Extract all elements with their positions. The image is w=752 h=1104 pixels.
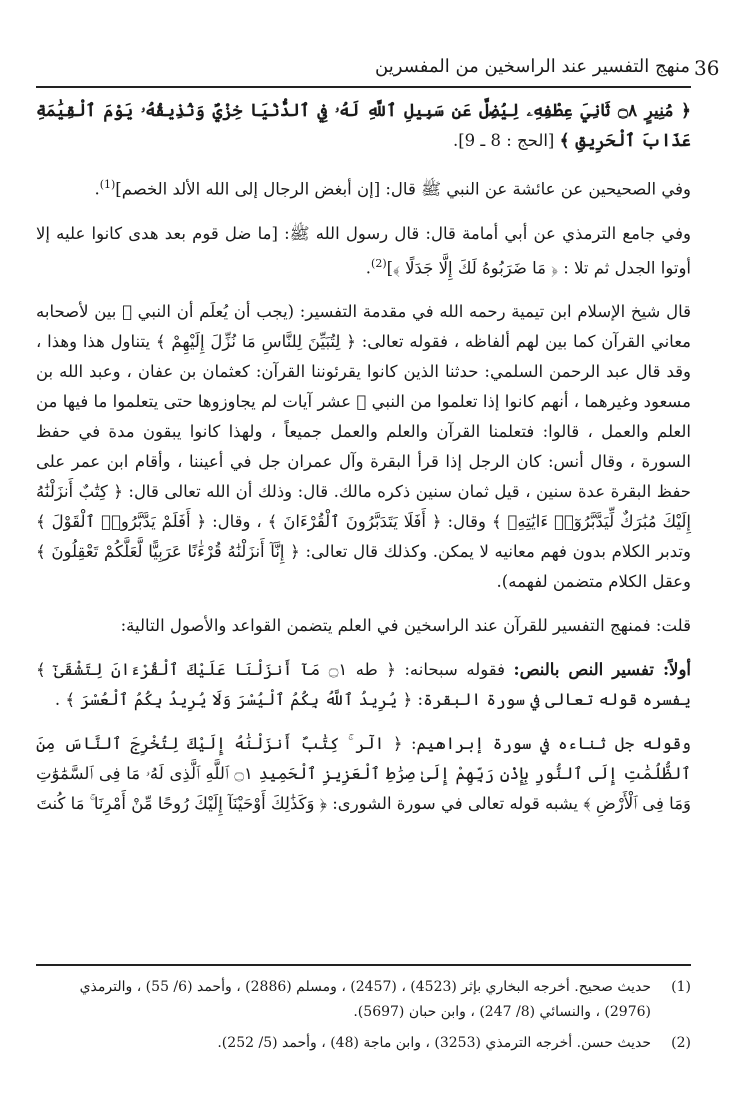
period: .: [94, 179, 100, 199]
footnote-number: (2): [671, 1035, 691, 1051]
paragraph-5: [36, 611, 691, 641]
page-number: 36: [694, 56, 720, 80]
header-rule: [36, 86, 691, 88]
paragraph-4: [36, 297, 691, 597]
section-lead: أولاً: تفسير النص بالنص:: [513, 660, 692, 679]
page-header: [36, 56, 720, 86]
footnote-rule: [36, 964, 691, 966]
paragraph-7: [36, 729, 691, 819]
paragraph-3: [36, 219, 691, 284]
footnote-1: [36, 975, 691, 1025]
statement-text: قلت: فمنهج التفسير للقرآن عند الراسخين في العلم يتضمن القواعد والأصول التالية:: [120, 616, 691, 635]
footnote-2: [36, 1031, 691, 1056]
verse-reference: [الحج : 8 ـ 9].: [452, 131, 555, 150]
footnote-ref-2: (2): [371, 256, 387, 270]
period: .: [365, 258, 372, 277]
footnote-number: (1): [671, 979, 691, 995]
quran-verse: ﴿ مُنِيرٍ ۝٨ ثَانِيَ عِطْفِهِۦ لِيُضِلَّ عَن سَبِيلِ ٱللَّهِ لَهُۥ فِي ٱلدُّنْيَا خِزْيٌ وَنُذِيقُهُۥ يَوْمَ ٱلْقِيَٰمَةِ عَذَابَ ٱلْحَرِيقِ ﴾: [36, 101, 691, 151]
footnotes: [36, 975, 691, 1062]
running-title: منهج التفسير عند الراسخين من المفسرين: [375, 56, 690, 77]
section-text: وقوله جل ثناءه في سورة إبراهيم: ﴿ الٓر ۚ كِتَٰبٌ أَنزَلْنَٰهُ إِلَيْكَ لِتُخْرِجَ ٱلنَّاسَ مِنَ ٱلظُّلُمَٰتِ إِلَى ٱلنُّورِ بِإِذْنِ رَبِّهِمْ إِلَىٰ صِرَٰطِ ٱلْعَزِيزِ ٱلْحَمِيدِ ۝١ ٱللَّهِ ٱلَّذِى لَهُۥ مَا فِى ٱلسَّمَٰوَٰتِ وَمَا فِى ٱلْأَرْضِ ﴾ يشبه قوله تعالى في سورة الشورى: ﴿ وَكَذَٰلِكَ أَوْحَيْنَآ إِلَيْكَ رُوحًا مِّنْ أَمْرِنَا ۚ مَا كُنتَ: [36, 734, 691, 813]
hadith-text: وفي الصحيحين عن عائشة عن النبي ﷺ قال: [إن أبغض الرجال إلى الله الألد الخصم]: [115, 179, 691, 199]
footnote-text: حديث حسن. أخرجه الترمذي (3253) ، وابن ماجة (48) ، وأحمد (5/ 252).: [217, 1035, 651, 1051]
footnote-text: حديث صحيح. أخرجه البخاري بإثر (4523) ، (2457) ، ومسلم (2886) ، وأحمد (6/ 55) ، والترمذي (2976) ، والنسائي (8/ 247) ، وابن حبان (5697).: [79, 979, 651, 1020]
main-text: [36, 96, 691, 833]
paragraph-1: [36, 96, 691, 156]
hadith-text: وفي جامع الترمذي عن أبي أمامة قال: قال رسول الله ﷺ: [ما ضل قوم بعد هدى كانوا عليه إلا أوتوا الجدل ثم تلا : ﴿ مَا ضَرَبُوهُ لَكَ إِلَّا جَدَلًا ﴾]: [36, 223, 691, 277]
paragraph-2: [36, 170, 691, 205]
paragraph-6: [36, 655, 691, 715]
quote-text: قال شيخ الإسلام ابن تيمية رحمه الله في مقدمة التفسير: (يجب أن يُعلَم أن النبي ﷺ بين لأصحابه معاني القرآن كما بين لهم ألفاظه ، فقوله تعالى: ﴿ لِتُبَيِّنَ لِلنَّاسِ مَا نُزِّلَ إِلَيْهِمْ ﴾ يتناول هذا وهذا ، وقد قال عبد الرحمن السلمي: حدثنا الذين كانوا يقرئوننا القرآن: كعثمان بن عفان ، وعبد الله بن مسعود وغيرهما ، أنهم كانوا إذا تعلموا من النبي ﷺ عشر آيات لم يجاوزوها حتى يتعلموا ما فيها من العلم والعمل ، قالوا: فتعلمنا القرآن والعلم والعمل جميعاً ، ولهذا كانوا يبقون مدة في حفظ السورة ، وقال أنس: كان الرجل إذا قرأ البقرة وآل عمران جل في أعيننا ، وأقام ابن عمر على حفظ البقرة عدة سنين ، قيل ثمان سنين ذكره مالك. قال: وذلك أن الله تعالى قال: ﴿ كِتَٰبٌ أَنزَلْنَٰهُ إِلَيْكَ مُبَٰرَكٌ لِّيَدَّبَّرُوٓا۟ ءَايَٰتِهِۦ ﴾ وقال: ﴿ أَفَلَا يَتَدَبَّرُونَ ٱلْقُرْءَانَ ﴾ ، وقال: ﴿ أَفَلَمْ يَدَّبَّرُوا۟ ٱلْقَوْلَ ﴾ وتدبر الكلام بدون فهم معانيه لا يمكن. وكذلك قال تعالى: ﴿ إِنَّآ أَنزَلْنَٰهُ قُرْءَٰنًا عَرَبِيًّا لَّعَلَّكُمْ تَعْقِلُونَ ﴾ وعقل الكلام متضمن لفهمه).: [36, 302, 691, 591]
footnote-ref-1: (1): [99, 178, 116, 191]
section-text: فقوله سبحانه: ﴿ طه ۝١ مَآ أَنزَلْنَا عَلَيْكَ ٱلْقُرْءَانَ لِتَشْقَىٰٓ ﴾ يفسره قوله تعالى في سورة البقرة: ﴿ يُرِيدُ ٱللَّهُ بِكُمُ ٱلْيُسْرَ وَلَا يُرِيدُ بِكُمُ ٱلْعُسْرَ ﴾ .: [36, 660, 691, 709]
